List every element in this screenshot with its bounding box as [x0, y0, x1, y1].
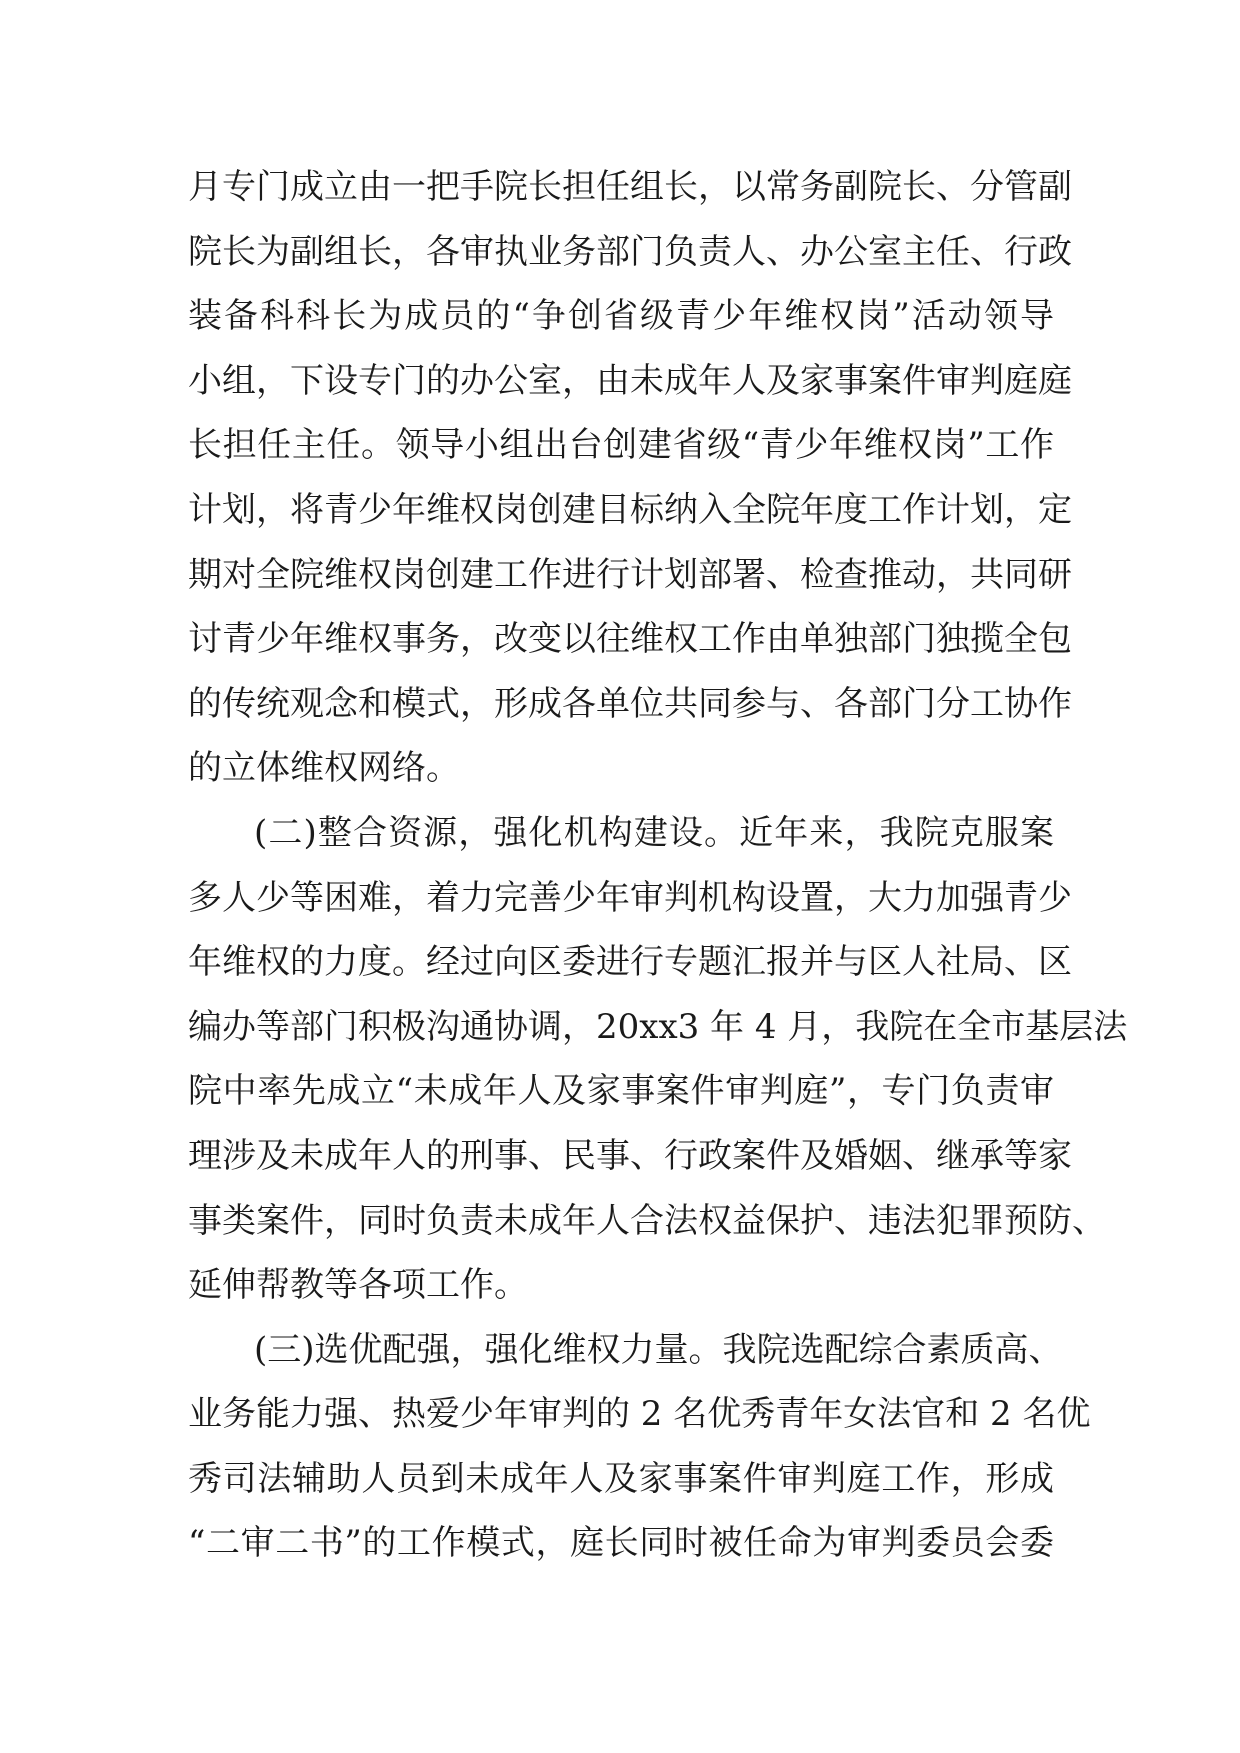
text-line: 秀司法辅助人员到未成年人及家事案件审判庭工作，形成 — [188, 1458, 1054, 1499]
text-line: 编办等部门积极沟通协调，20xx3 年 4 月，我院在全市基层法 — [188, 1006, 1128, 1047]
text-line: 计划，将青少年维权岗创建目标纳入全院年度工作计划，定 — [188, 489, 1072, 530]
text-line: 事类案件，同时负责未成年人合法权益保护、违法犯罪预防、 — [188, 1200, 1106, 1241]
text-line: 期对全院维权岗创建工作进行计划部署、检查推动，共同研 — [188, 554, 1072, 595]
paragraph-3 — [188, 1318, 1091, 1576]
text-line: 月专门成立由一把手院长担任组长，以常务副院长、分管副 — [188, 167, 1072, 207]
text-line: 业务能力强、热爱少年审判的 2 名优秀青年女法官和 2 名优 — [188, 1394, 1091, 1435]
text-line: 长担任主任。领导小组出台创建省级“青少年维权岗”工作 — [188, 425, 1054, 466]
text-line: (三)选优配强，强化维权力量。我院选配综合素质高、 — [254, 1329, 1063, 1370]
paragraph-2 — [188, 801, 1128, 1318]
text-line: 讨青少年维权事务，改变以往维权工作由单独部门独揽全包 — [188, 619, 1072, 660]
paragraph-1 — [188, 155, 1072, 801]
text-line: 的立体维权网络。 — [188, 748, 460, 789]
text-line: 小组，下设专门的办公室，由未成年人及家事案件审判庭庭 — [188, 360, 1072, 401]
text-line: 装备科科长为成员的“争创省级青少年维权岗”活动领导 — [188, 296, 1054, 337]
text-line: “二审二书”的工作模式，庭长同时被任命为审判委员会委 — [188, 1523, 1054, 1564]
text-line: 院长为副组长，各审执业务部门负责人、办公室主任、行政 — [188, 231, 1072, 272]
text-line: 的传统观念和模式，形成各单位共同参与、各部门分工协作 — [188, 683, 1072, 724]
text-line: (二)整合资源，强化机构建设。近年来，我院克服案 — [254, 812, 1054, 853]
document-body — [188, 155, 1128, 1576]
text-line: 延伸帮教等各项工作。 — [188, 1265, 528, 1306]
text-line: 多人少等困难，着力完善少年审判机构设置，大力加强青少 — [188, 877, 1072, 918]
text-line: 理涉及未成年人的刑事、民事、行政案件及婚姻、继承等家 — [188, 1135, 1072, 1176]
text-line: 院中率先成立“未成年人及家事案件审判庭”，专门负责审 — [188, 1071, 1054, 1112]
text-line: 年维权的力度。经过向区委进行专题汇报并与区人社局、区 — [188, 942, 1072, 983]
